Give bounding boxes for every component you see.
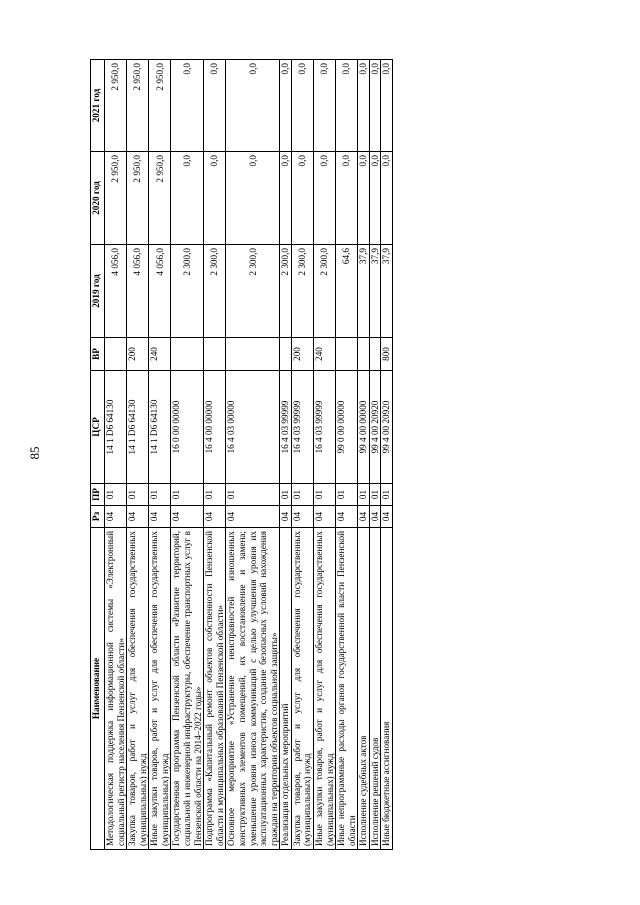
cell-pr: 01 xyxy=(291,484,313,506)
budget-table xyxy=(90,59,393,850)
cell-csr: 99 4 00 00000 xyxy=(358,371,370,484)
cell-csr: 99 4 00 20920 xyxy=(381,371,393,484)
cell-y2020: 2 950,0 xyxy=(105,152,127,245)
header-rz: Рз xyxy=(91,506,105,528)
cell-rz: 04 xyxy=(369,506,381,528)
cell-rz: 04 xyxy=(105,506,127,528)
cell-csr: 16 4 00 00000 xyxy=(204,371,226,484)
cell-pr: 01 xyxy=(204,484,226,506)
cell-y2021: 0,0 xyxy=(291,60,313,152)
cell-vr: 200 xyxy=(127,338,149,371)
cell-y2019: 37,9 xyxy=(381,245,393,338)
header-vr: ВР xyxy=(91,338,105,371)
cell-csr: 99 0 00 00000 xyxy=(336,371,358,484)
cell-y2019: 4 056,0 xyxy=(149,245,171,338)
cell-y2020: 0,0 xyxy=(204,152,226,245)
cell-y2020: 0,0 xyxy=(369,152,381,245)
cell-y2019: 37,9 xyxy=(358,245,370,338)
cell-name: Реализация отдельных мероприятий xyxy=(280,528,292,850)
cell-rz: 04 xyxy=(127,506,149,528)
cell-vr: 800 xyxy=(381,338,393,371)
cell-rz: 04 xyxy=(280,506,292,528)
cell-y2021: 0,0 xyxy=(226,60,280,152)
cell-y2021: 0,0 xyxy=(381,60,393,152)
cell-y2020: 2 950,0 xyxy=(149,152,171,245)
cell-y2020: 0,0 xyxy=(280,152,292,245)
cell-pr: 01 xyxy=(381,484,393,506)
header-2021: 2021 год xyxy=(91,60,105,152)
cell-y2020: 0,0 xyxy=(336,152,358,245)
cell-pr: 01 xyxy=(171,484,204,506)
cell-pr: 01 xyxy=(105,484,127,506)
header-2019: 2019 год xyxy=(91,245,105,338)
cell-y2019: 2 300,0 xyxy=(280,245,292,338)
cell-name: Закупка товаров, работ и услуг для обеспечения государственных (муниципальных) нужд xyxy=(127,528,149,850)
cell-y2020: 0,0 xyxy=(171,152,204,245)
table-row xyxy=(127,60,149,850)
cell-y2021: 2 950,0 xyxy=(105,60,127,152)
cell-rz: 04 xyxy=(149,506,171,528)
cell-y2021: 2 950,0 xyxy=(127,60,149,152)
cell-csr: 99 4 00 20920 xyxy=(369,371,381,484)
cell-vr xyxy=(280,338,292,371)
cell-rz: 04 xyxy=(358,506,370,528)
header-2020: 2020 год xyxy=(91,152,105,245)
cell-y2021: 0,0 xyxy=(336,60,358,152)
cell-y2020: 0,0 xyxy=(313,152,335,245)
cell-csr: 16 4 03 99999 xyxy=(313,371,335,484)
cell-y2021: 0,0 xyxy=(280,60,292,152)
cell-rz: 04 xyxy=(313,506,335,528)
header-pr: ПР xyxy=(91,484,105,506)
cell-csr: 14 1 D6 64130 xyxy=(149,371,171,484)
cell-rz: 04 xyxy=(291,506,313,528)
cell-y2020: 0,0 xyxy=(358,152,370,245)
table-row xyxy=(105,60,127,850)
cell-csr: 16 0 00 00000 xyxy=(171,371,204,484)
table-row xyxy=(358,60,370,850)
cell-vr xyxy=(369,338,381,371)
cell-y2019: 37,9 xyxy=(369,245,381,338)
cell-vr xyxy=(336,338,358,371)
cell-pr: 01 xyxy=(369,484,381,506)
cell-y2019: 2 300,0 xyxy=(204,245,226,338)
table-row xyxy=(369,60,381,850)
cell-y2019: 64,6 xyxy=(336,245,358,338)
cell-vr xyxy=(226,338,280,371)
cell-vr: 240 xyxy=(149,338,171,371)
cell-vr xyxy=(358,338,370,371)
cell-csr: 16 4 03 99999 xyxy=(291,371,313,484)
table-row xyxy=(149,60,171,850)
cell-name: Иные закупки товаров, работ и услуг для обеспечения государственных (муниципальных) нужд xyxy=(313,528,335,850)
header-csr: ЦСР xyxy=(91,371,105,484)
cell-y2019: 2 300,0 xyxy=(226,245,280,338)
cell-pr: 01 xyxy=(280,484,292,506)
cell-csr: 16 4 03 99999 xyxy=(280,371,292,484)
table-row xyxy=(336,60,358,850)
cell-vr xyxy=(204,338,226,371)
cell-name: Исполнение судебных актов xyxy=(358,528,370,850)
cell-vr xyxy=(171,338,204,371)
cell-y2019: 2 300,0 xyxy=(171,245,204,338)
cell-name: Иные закупки товаров, работ и услуг для обеспечения государственных (муниципальных) нужд xyxy=(149,528,171,850)
table-row xyxy=(313,60,335,850)
cell-rz: 04 xyxy=(171,506,204,528)
cell-name: Иные непрограммные расходы органов государственной власти Пензенской области xyxy=(336,528,358,850)
table-row xyxy=(381,60,393,850)
cell-y2019: 4 056,0 xyxy=(127,245,149,338)
cell-pr: 01 xyxy=(149,484,171,506)
page-number: 85 xyxy=(27,446,42,460)
cell-y2020: 0,0 xyxy=(291,152,313,245)
cell-vr: 240 xyxy=(313,338,335,371)
cell-name: Закупка товаров, работ и услуг для обеспечения государственных (муниципальных) нужд xyxy=(291,528,313,850)
cell-name: Подпрограмма «Капитальный ремонт объектов собственности Пензенской области и муниципальных образований Пензенской области» xyxy=(204,528,226,850)
cell-name: Государственная программа Пензенской области «Развитие территорий, социальной и инженерной инфраструктуры, обеспечение транспортных услуг в Пензенской области на 2014–2022 годы» xyxy=(171,528,204,850)
cell-pr: 01 xyxy=(336,484,358,506)
cell-y2020: 0,0 xyxy=(381,152,393,245)
cell-rz: 04 xyxy=(226,506,280,528)
cell-name: Исполнение решений судов xyxy=(369,528,381,850)
cell-pr: 01 xyxy=(226,484,280,506)
cell-csr: 14 1 D6 64130 xyxy=(127,371,149,484)
cell-name: Иные бюджетные ассигнования xyxy=(381,528,393,850)
cell-pr: 01 xyxy=(127,484,149,506)
cell-y2020: 2 950,0 xyxy=(127,152,149,245)
cell-csr: 16 4 03 00000 xyxy=(226,371,280,484)
cell-name: Основное мероприятие «Устранение неисправностей изношенных конструктивных элементов помещений, их восстановление и замена; уменьшение уровня износа коммуникаций с целью улучшения уровня их эксплуатационных характеристик, создание безопасных условий нахождения граждан на территории объектов социальной защиты» xyxy=(226,528,280,850)
table-header-row xyxy=(91,60,105,850)
cell-y2019: 2 300,0 xyxy=(313,245,335,338)
table-row xyxy=(280,60,292,850)
cell-y2021: 2 950,0 xyxy=(149,60,171,152)
cell-y2021: 0,0 xyxy=(204,60,226,152)
cell-vr xyxy=(105,338,127,371)
cell-y2020: 0,0 xyxy=(226,152,280,245)
table-row xyxy=(226,60,280,850)
table-row xyxy=(171,60,204,850)
cell-y2021: 0,0 xyxy=(358,60,370,152)
table-row xyxy=(291,60,313,850)
header-name: Наименование xyxy=(91,528,105,850)
table-row xyxy=(204,60,226,850)
cell-rz: 04 xyxy=(336,506,358,528)
cell-y2019: 2 300,0 xyxy=(291,245,313,338)
cell-pr: 01 xyxy=(358,484,370,506)
cell-pr: 01 xyxy=(313,484,335,506)
cell-csr: 14 1 D6 64130 xyxy=(105,371,127,484)
cell-name: Методологическая поддержка информационной системы «Электронный социальный регистр населения Пензенской области» xyxy=(105,528,127,850)
cell-vr: 200 xyxy=(291,338,313,371)
cell-y2019: 4 056,0 xyxy=(105,245,127,338)
cell-rz: 04 xyxy=(381,506,393,528)
rotated-page-content xyxy=(90,63,393,850)
cell-y2021: 0,0 xyxy=(369,60,381,152)
cell-rz: 04 xyxy=(204,506,226,528)
cell-y2021: 0,0 xyxy=(313,60,335,152)
cell-y2021: 0,0 xyxy=(171,60,204,152)
